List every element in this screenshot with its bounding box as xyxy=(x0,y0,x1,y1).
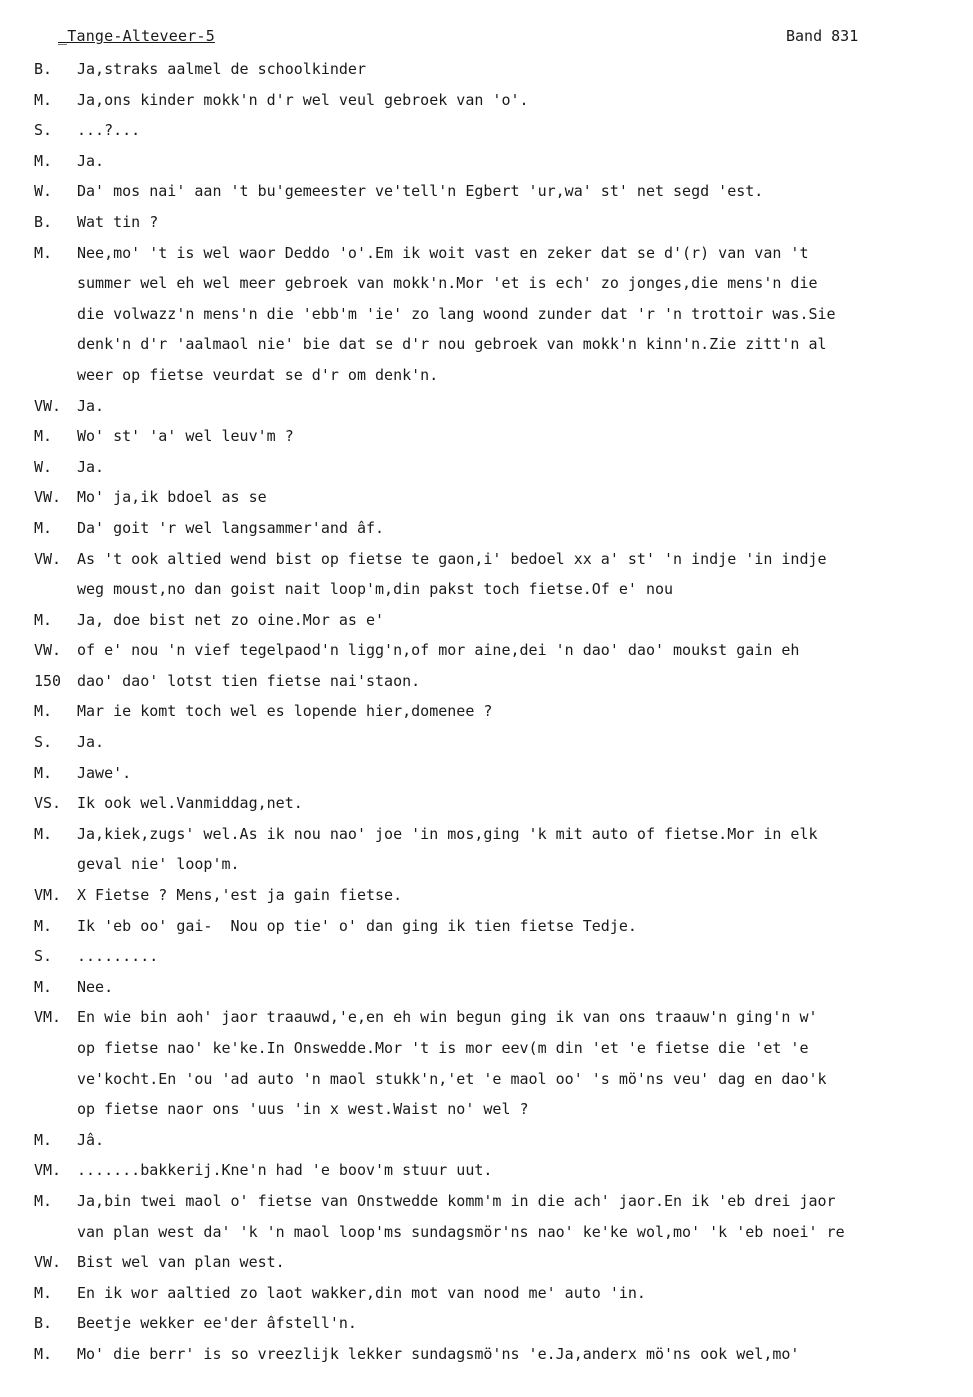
utterance-line: Mo' die berr' is so vreezlijk lekker sundagsmö'ns 'e.Ja,anderx mö'ns ook wel,mo' xyxy=(77,1344,800,1363)
utterance-line: van plan west da' 'k 'n maol loop'ms sundagsmör'ns nao' ke'ke wol,mo' 'k 'eb noei' re xyxy=(77,1222,845,1241)
utterance-line: Ja,straks aalmel de schoolkinder xyxy=(77,60,366,78)
utterance-text xyxy=(77,207,967,238)
utterance-text xyxy=(77,421,967,452)
speaker-label: M. xyxy=(34,151,53,170)
utterance-text xyxy=(77,115,967,146)
transcript-entry xyxy=(0,391,973,422)
transcript-entry xyxy=(0,880,973,911)
utterance-line: Wat tin ? xyxy=(77,212,159,231)
utterance-text xyxy=(77,452,967,483)
speaker-label: VW. xyxy=(34,1253,62,1272)
transcript-entry xyxy=(0,911,973,942)
transcript-entry xyxy=(0,1308,973,1339)
utterance-text xyxy=(77,482,967,513)
transcript-entry xyxy=(0,941,973,972)
utterance-line: Jâ. xyxy=(77,1130,105,1149)
utterance-line: Ja,bin twei maol o' fietse van Onstwedde komm'm in die ach' jaor.En ik 'eb drei jaor xyxy=(77,1191,836,1210)
transcript-entry xyxy=(0,544,973,605)
transcript-entry xyxy=(0,1155,973,1186)
utterance-line: Mar ie komt toch wel es lopende hier,domenee ? xyxy=(77,702,493,721)
utterance-line: Beetje wekker ee'der âfstell'n. xyxy=(77,1314,357,1333)
speaker-label: VM. xyxy=(34,1008,62,1027)
speaker-label: S. xyxy=(34,121,53,140)
speaker-label: M. xyxy=(34,702,53,721)
speaker-label: M. xyxy=(34,518,53,537)
utterance-text xyxy=(77,605,967,636)
utterance-line: En wie bin aoh' jaor traauwd,'e,en eh win begun ging ik van ons traauw'n ging'n w' xyxy=(77,1008,818,1027)
utterance-line: .......bakkerij.Kne'n had 'e boov'm stuur uut. xyxy=(77,1161,493,1180)
transcript-entry xyxy=(0,482,973,513)
utterance-line: Ja. xyxy=(77,151,105,170)
transcript-entry xyxy=(0,696,973,727)
transcript-entry xyxy=(0,85,973,116)
transcript-entry xyxy=(0,605,973,636)
transcript-entry xyxy=(0,1002,973,1124)
utterance-line: En ik wor aaltied zo laot wakker,din mot van nood me' auto 'in. xyxy=(77,1283,646,1302)
utterance-text xyxy=(77,819,967,880)
utterance-text xyxy=(77,727,967,758)
speaker-label: B. xyxy=(34,60,53,78)
utterance-line: Ja,ons kinder mokk'n d'r wel veul gebroek van 'o'. xyxy=(77,90,529,109)
speaker-label: VS. xyxy=(34,794,62,813)
utterance-line: ......... xyxy=(77,947,159,966)
band-number: Band 831 xyxy=(786,27,859,45)
utterance-line: Nee,mo' 't is wel waor Deddo 'o'.Em ik woit vast en zeker dat se d'(r) van van 't xyxy=(77,243,809,262)
speaker-label: S. xyxy=(34,947,53,966)
utterance-line: Ik 'eb oo' gai- Nou op tie' o' dan ging ik tien fietse Tedje. xyxy=(77,916,637,935)
transcript-entry xyxy=(0,727,973,758)
speaker-label: B. xyxy=(34,1314,53,1333)
transcript-entry xyxy=(0,758,973,789)
transcript-entry xyxy=(0,1186,973,1247)
utterance-line: Ja. xyxy=(77,733,105,752)
speaker-label: M. xyxy=(34,1130,53,1149)
utterance-text xyxy=(77,880,967,911)
utterance-text xyxy=(77,1339,967,1370)
transcript-entry xyxy=(0,1247,973,1278)
speaker-label: VW. xyxy=(34,488,62,507)
transcript-entry xyxy=(0,54,973,85)
transcript-entry xyxy=(0,176,973,207)
speaker-label: VW. xyxy=(34,549,62,568)
utterance-line: of e' nou 'n vief tegelpaod'n ligg'n,of mor aine,dei 'n dao' dao' moukst gain eh xyxy=(77,641,800,660)
utterance-text xyxy=(77,238,967,391)
utterance-text xyxy=(77,635,967,666)
speaker-label: M. xyxy=(34,977,53,996)
document-title: _Tange-Alteveer-5 xyxy=(58,27,215,45)
page-header xyxy=(0,27,973,51)
utterance-line: Da' mos nai' aan 't bu'gemeester ve'tell'n Egbert 'ur,wa' st' net segd 'est. xyxy=(77,182,764,201)
speaker-label: M. xyxy=(34,90,53,109)
utterance-line: X Fietse ? Mens,'est ja gain fietse. xyxy=(77,886,403,905)
utterance-line: Mo' ja,ik bdoel as se xyxy=(77,488,267,507)
utterance-text xyxy=(77,1002,967,1124)
speaker-label: W. xyxy=(34,182,53,201)
transcript-entry xyxy=(0,1339,973,1370)
utterance-text xyxy=(77,513,967,544)
utterance-line: Bist wel van plan west. xyxy=(77,1253,285,1272)
speaker-label: M. xyxy=(34,916,53,935)
speaker-label: VW. xyxy=(34,641,62,660)
utterance-text xyxy=(77,1155,967,1186)
speaker-label: 150 xyxy=(34,671,62,690)
utterance-text xyxy=(77,758,967,789)
speaker-label: M. xyxy=(34,243,53,262)
utterance-text xyxy=(77,972,967,1003)
utterance-line: Ik ook wel.Vanmiddag,net. xyxy=(77,794,303,813)
utterance-text xyxy=(77,1125,967,1156)
utterance-text xyxy=(77,1308,967,1339)
utterance-line: die volwazz'n mens'n die 'ebb'm 'ie' zo lang woond zunder dat 'r 'n trottoir was.Sie xyxy=(77,304,836,323)
transcript-entry xyxy=(0,788,973,819)
utterance-line: Ja, doe bist net zo oine.Mor as e' xyxy=(77,610,385,629)
utterance-line: Jawe'. xyxy=(77,763,132,782)
speaker-label: VW. xyxy=(34,396,62,415)
transcript-entry xyxy=(0,972,973,1003)
transcript-entry xyxy=(0,115,973,146)
utterance-text xyxy=(77,391,967,422)
utterance-line: weer op fietse veurdat se d'r om denk'n. xyxy=(77,365,439,384)
speaker-label: M. xyxy=(34,1191,53,1210)
utterance-line: denk'n d'r 'aalmaol nie' bie dat se d'r nou gebroek van mokk'n kinn'n.Zie zitt'n al xyxy=(77,335,827,354)
utterance-line: Wo' st' 'a' wel leuv'm ? xyxy=(77,427,294,446)
utterance-text xyxy=(77,1247,967,1278)
transcript-entry xyxy=(0,421,973,452)
transcript-body xyxy=(0,54,973,1370)
speaker-label: B. xyxy=(34,212,53,231)
utterance-text xyxy=(77,146,967,177)
utterance-line: op fietse naor ons 'uus 'in x west.Waist no' wel ? xyxy=(77,1100,529,1119)
transcript-entry xyxy=(0,452,973,483)
utterance-line: Da' goit 'r wel langsammer'and âf. xyxy=(77,518,385,537)
utterance-text xyxy=(77,176,967,207)
speaker-label: VM. xyxy=(34,1161,62,1180)
utterance-text xyxy=(77,85,967,116)
utterance-line: geval nie' loop'm. xyxy=(77,855,240,874)
transcript-entry xyxy=(0,146,973,177)
speaker-label: M. xyxy=(34,763,53,782)
speaker-label: M. xyxy=(34,1344,53,1363)
utterance-line: ve'kocht.En 'ou 'ad auto 'n maol stukk'n,'et 'e maol oo' 's mö'ns veu' dag en dao'k xyxy=(77,1069,827,1088)
utterance-text xyxy=(77,696,967,727)
utterance-line: Ja,kiek,zugs' wel.As ik nou nao' joe 'in mos,ging 'k mit auto of fietse.Mor in elk xyxy=(77,824,818,843)
utterance-line: Nee. xyxy=(77,977,114,996)
utterance-line: op fietse nao' ke'ke.In Onswedde.Mor 't is mor eev(m din 'et 'e fietse die 'et 'e xyxy=(77,1039,809,1057)
transcript-entry xyxy=(0,635,973,666)
speaker-label: M. xyxy=(34,824,53,843)
speaker-label: S. xyxy=(34,733,53,752)
utterance-text xyxy=(77,911,967,942)
utterance-text xyxy=(77,666,967,697)
transcript-entry xyxy=(0,238,973,391)
utterance-text xyxy=(77,788,967,819)
utterance-text xyxy=(77,54,967,85)
transcript-entry xyxy=(0,666,973,697)
speaker-label: VM. xyxy=(34,886,62,905)
speaker-label: M. xyxy=(34,427,53,446)
transcript-entry xyxy=(0,207,973,238)
utterance-line: weg moust,no dan goist nait loop'm,din pakst toch fietse.Of e' nou xyxy=(77,580,674,599)
transcript-entry xyxy=(0,513,973,544)
utterance-text xyxy=(77,941,967,972)
speaker-label: M. xyxy=(34,1283,53,1302)
utterance-line: Ja. xyxy=(77,396,105,415)
utterance-line: dao' dao' lotst tien fietse nai'staon. xyxy=(77,671,421,690)
utterance-line: Ja. xyxy=(77,457,105,476)
transcript-entry xyxy=(0,1125,973,1156)
utterance-text xyxy=(77,1278,967,1309)
utterance-text xyxy=(77,1186,967,1247)
utterance-text xyxy=(77,544,967,605)
transcript-entry xyxy=(0,1278,973,1309)
transcript-entry xyxy=(0,819,973,880)
utterance-line: As 't ook altied wend bist op fietse te gaon,i' bedoel xx a' st' 'n indje 'in indje xyxy=(77,549,827,568)
utterance-line: ...?... xyxy=(77,121,141,140)
speaker-label: M. xyxy=(34,610,53,629)
speaker-label: W. xyxy=(34,457,53,476)
utterance-line: summer wel eh wel meer gebroek van mokk'n.Mor 'et is ech' zo jonges,die mens'n die xyxy=(77,274,818,293)
